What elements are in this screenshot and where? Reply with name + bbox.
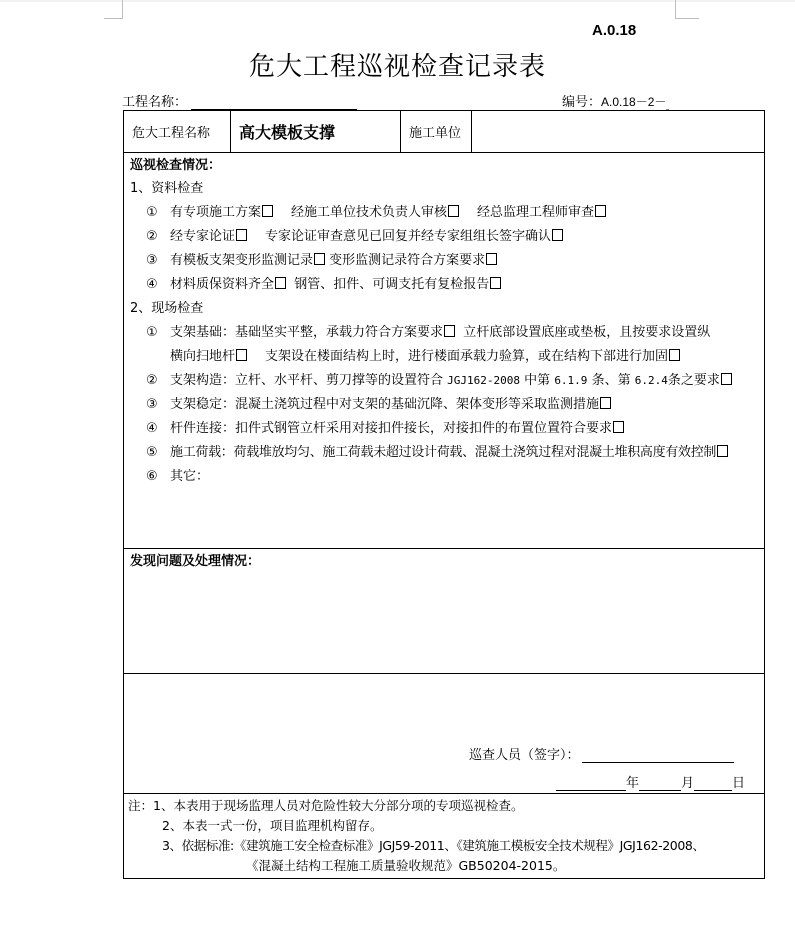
inspector-signature-field <box>469 744 734 763</box>
site-check-title: 2、现场检查 <box>130 301 204 316</box>
checkbox[interactable] <box>613 421 624 433</box>
checkbox[interactable] <box>721 373 732 385</box>
checkbox[interactable] <box>717 445 728 457</box>
doc-check-item: ③ 有模板支架变形监测记录 变形监测记录符合方案要求 <box>130 249 758 273</box>
inspector-label: 巡查人员（签字）： <box>469 748 580 763</box>
month-input[interactable] <box>639 776 681 791</box>
checkbox[interactable] <box>444 325 455 337</box>
checkbox[interactable] <box>600 397 611 409</box>
doc-check-item: ④ 材料质保资料齐全 钢管、扣件、可调支托有复检报告 <box>130 273 758 297</box>
project-name-input[interactable] <box>191 95 357 110</box>
header-row <box>124 111 764 153</box>
document-title: 危大工程巡视检查记录表 <box>248 52 546 82</box>
day-label: 日 <box>732 776 746 791</box>
inspection-section <box>124 153 764 549</box>
doc-check-item: ① 有专项施工方案 经施工单位技术负责人审核 经总监理工程师审查 <box>130 201 758 225</box>
form-number-label: 编号： <box>562 95 602 110</box>
contractor-label: 施工单位 <box>401 111 472 152</box>
form-number-field <box>562 91 669 110</box>
year-input[interactable] <box>556 776 626 791</box>
site-check-item-other: ⑥ 其它： <box>146 469 210 484</box>
inspector-signature-input[interactable] <box>582 748 734 763</box>
note-line: 2、本表一式一份，项目监理机构留存。 <box>162 818 383 833</box>
checkbox[interactable] <box>314 253 325 265</box>
project-name-label: 工程名称： <box>122 95 188 110</box>
form-number-value[interactable]: A.0.18－2－ <box>601 95 667 109</box>
checkbox[interactable] <box>236 349 247 361</box>
checkbox[interactable] <box>486 253 497 265</box>
checkbox[interactable] <box>490 277 501 289</box>
signature-section <box>124 674 764 794</box>
checkbox[interactable] <box>669 349 680 361</box>
checkbox[interactable] <box>552 229 563 241</box>
problems-section-title: 发现问题及处理情况： <box>130 554 261 569</box>
year-label: 年 <box>626 776 640 791</box>
margin-corner-mark-right <box>675 0 699 19</box>
note-line: 《混凝土结构工程施工质量验收规范》GB50204-2015。 <box>246 858 566 873</box>
site-check-item-continuation: 横向扫地杆 支架设在楼面结构上时，进行楼面承载力验算，或在结构下部进行加固 <box>130 345 758 369</box>
doc-check-item: ② 经专家论证 专家论证审查意见已回复并经专家组组长签字确认 <box>130 225 758 249</box>
inspection-section-title: 巡视检查情况： <box>130 158 222 173</box>
date-field <box>556 772 745 791</box>
site-check-item: ③ 支架稳定：混凝土浇筑过程中对支架的基础沉降、架体变形等采取监测措施 <box>130 393 758 417</box>
hazard-name-value[interactable]: 高大模板支撑 <box>231 111 401 152</box>
checkbox[interactable] <box>236 229 247 241</box>
project-name-field <box>122 91 357 110</box>
checkbox[interactable] <box>448 205 459 217</box>
checkbox[interactable] <box>595 205 606 217</box>
form-code: A.0.18 <box>592 22 637 39</box>
contractor-value[interactable] <box>472 111 764 152</box>
doc-check-title: 1、资料检查 <box>130 181 204 196</box>
number-cursor-mark <box>666 97 669 110</box>
checkbox[interactable] <box>262 205 273 217</box>
site-check-item: ② 支架构造：立杆、水平杆、剪刀撑等的设置符合 JGJ162-2008 中第 6.1.9 条、第 6.2.4条之要求 <box>130 369 758 393</box>
site-check-item: ⑤ 施工荷载：荷载堆放均匀、施工荷载未超过设计荷载、混凝土浇筑过程对混凝土堆积高度有效控制 <box>130 441 758 465</box>
note-line: 3、依据标准:《建筑施工安全检查标准》JGJ59-2011、《建筑施工模板安全技术规程》JGJ162-2008、 <box>162 838 705 853</box>
site-check-item: ① 支架基础：基础坚实平整，承载力符合方案要求 立杆底部设置底座或垫板，且按要求设置纵 <box>146 325 711 340</box>
note-line: 注：1、本表用于现场监理人员对危险性较大分部分项的专项巡视检查。 <box>128 798 524 813</box>
day-input[interactable] <box>694 776 732 791</box>
site-check-item: ④ 杆件连接：扣件式钢管立杆采用对接扣件接长，对接扣件的布置位置符合要求 <box>130 417 758 441</box>
month-label: 月 <box>681 776 695 791</box>
notes-section <box>124 794 764 878</box>
hazard-name-label: 危大工程名称 <box>124 111 231 152</box>
inspection-record-table <box>123 110 765 879</box>
problems-section[interactable] <box>124 549 764 674</box>
margin-corner-mark-left <box>104 0 123 19</box>
checkbox[interactable] <box>275 277 286 289</box>
